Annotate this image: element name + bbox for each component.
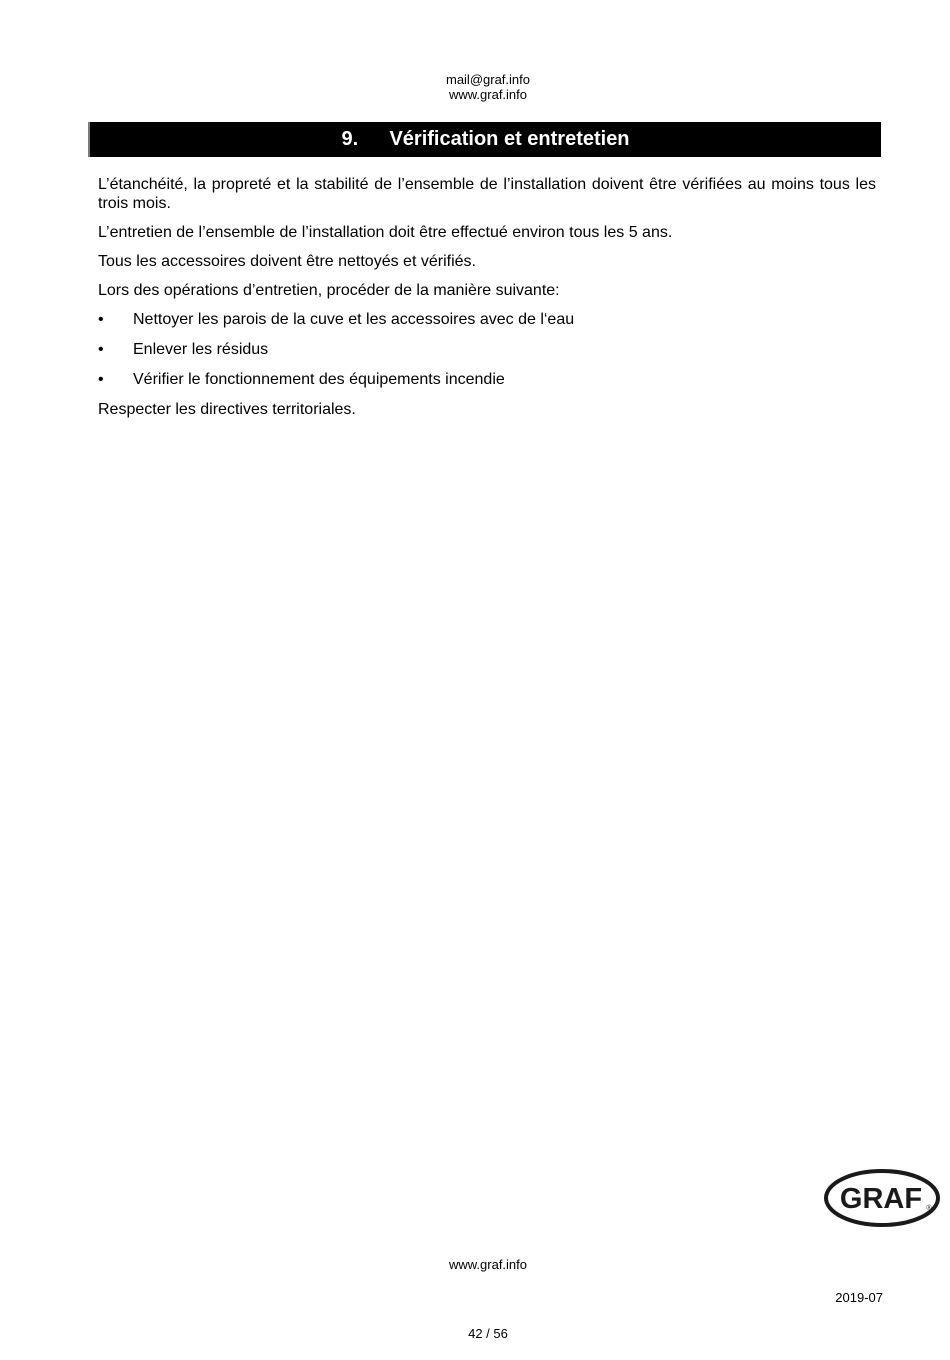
list-item (98, 340, 876, 359)
list-item (98, 370, 876, 389)
section-content (98, 175, 876, 429)
paragraph-inspection: L’étanchéité, la propreté et la stabilité de l’ensemble de l’installation doivent être vérifiées au moins tous les trois mois. (98, 176, 876, 212)
section-heading (88, 122, 881, 157)
section-title: Vérification et entretetien (389, 128, 630, 150)
header-email: mail@graf.info (445, 72, 530, 87)
paragraph-closing: Respecter les directives territoriales. (98, 401, 356, 418)
paragraph-accessories: Tous les accessoires doivent être nettoyés et vérifiés. (98, 253, 476, 270)
section-number: 9. (341, 128, 359, 150)
footer-website: www.graf.info (448, 1257, 528, 1272)
list-item-text: Enlever les résidus (133, 341, 269, 358)
list-item-text: Vérifier le fonctionnement des équipements incendie (133, 371, 505, 388)
page-number: 42 / 56 (468, 1326, 508, 1341)
bullet-icon: • (98, 371, 104, 388)
paragraph-procedure-intro: Lors des opérations d’entretien, procéder de la manière suivante: (98, 282, 560, 299)
footer-date: 2019-07 (835, 1290, 883, 1305)
paragraph-maintenance-interval: L’entretien de l’ensemble de l’installation doit être effectué environ tous les 5 ans. (98, 224, 673, 241)
procedure-list (98, 310, 876, 389)
header-contact (0, 72, 950, 102)
list-item-text: Nettoyer les parois de la cuve et les accessoires avec de l‘eau (133, 311, 575, 328)
graf-logo (823, 1167, 943, 1229)
logo-registered-mark: ® (926, 1205, 932, 1212)
bullet-icon: • (98, 311, 104, 328)
header-website: www.graf.info (448, 87, 528, 102)
bullet-icon: • (98, 341, 104, 358)
list-item (98, 310, 876, 329)
logo-wordmark: GRAF (839, 1183, 923, 1215)
